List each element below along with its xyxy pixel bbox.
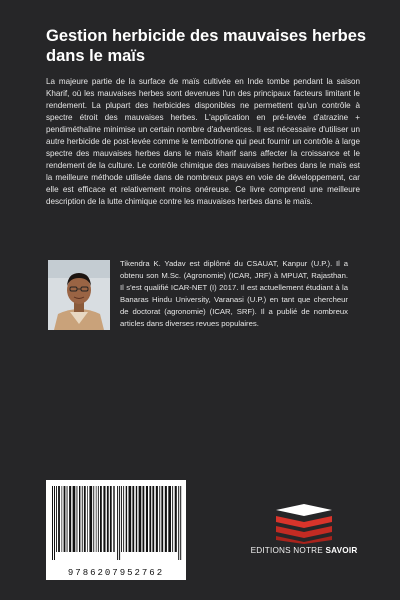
publisher-logo-icon [254,504,354,544]
book-description: La majeure partie de la surface de maïs cultivée en Inde tombe pendant la saison Kharif, où les mauvaises herbes sont devenues l'un des principaux facteurs limitant le rendement. La plupart des herbicides disponibles ne permettent qu'un contrôle à spectre étroit des mauvaises herbes. L'application en pré-levée d'atrazine + pendiméthaline minimise un certain nombre d'adventices. Il est nécessaire d'utiliser un autre herbicide de post-levée comme le tembotrione qui peut fournir un contrôle à large spectre des mauvaises herbes dans le maïs kharif sans affecter la croissance et le rendement de la culture. Le contrôle chimique des mauvaises herbes dans le maïs est la meilleure méthode utilisée dans de nombreux pays en voie de développement, car elle est efficace et relativement moins onéreuse. Ce livre comprend une meilleure description de la lutte chimique contre les mauvaises herbes dans le maïs. [46,77,360,206]
barcode-bars [50,486,182,560]
author-bio: Tikendra K. Yadav est diplômé du CSAUAT, Kanpur (U.P.). Il a obtenu son M.Sc. (Agronomie) (ICAR, JRF) à MPUAT, Rajasthan. Il s'est qualifié ICAR-NET (I) 2017. Il est actuellement étudiant à la Banaras Hindu University, Varanasi (U.P.) en tant que chercheur de doctorat (agronomie) (ICAR, SRF). Il a publié de nombreux articles dans diverses revues populaires. [120,259,348,328]
publisher-prefix: EDITIONS NOTRE [250,546,323,555]
book-title: Gestion herbicide des mauvaises herbes dans le maïs [46,27,367,65]
publisher-name [224,546,384,555]
author-photo [48,260,110,330]
publisher-strong: SAVOIR [325,546,358,555]
isbn-number: 9786207952762 [67,568,165,578]
barcode [46,480,186,580]
author-portrait-image [48,260,110,330]
